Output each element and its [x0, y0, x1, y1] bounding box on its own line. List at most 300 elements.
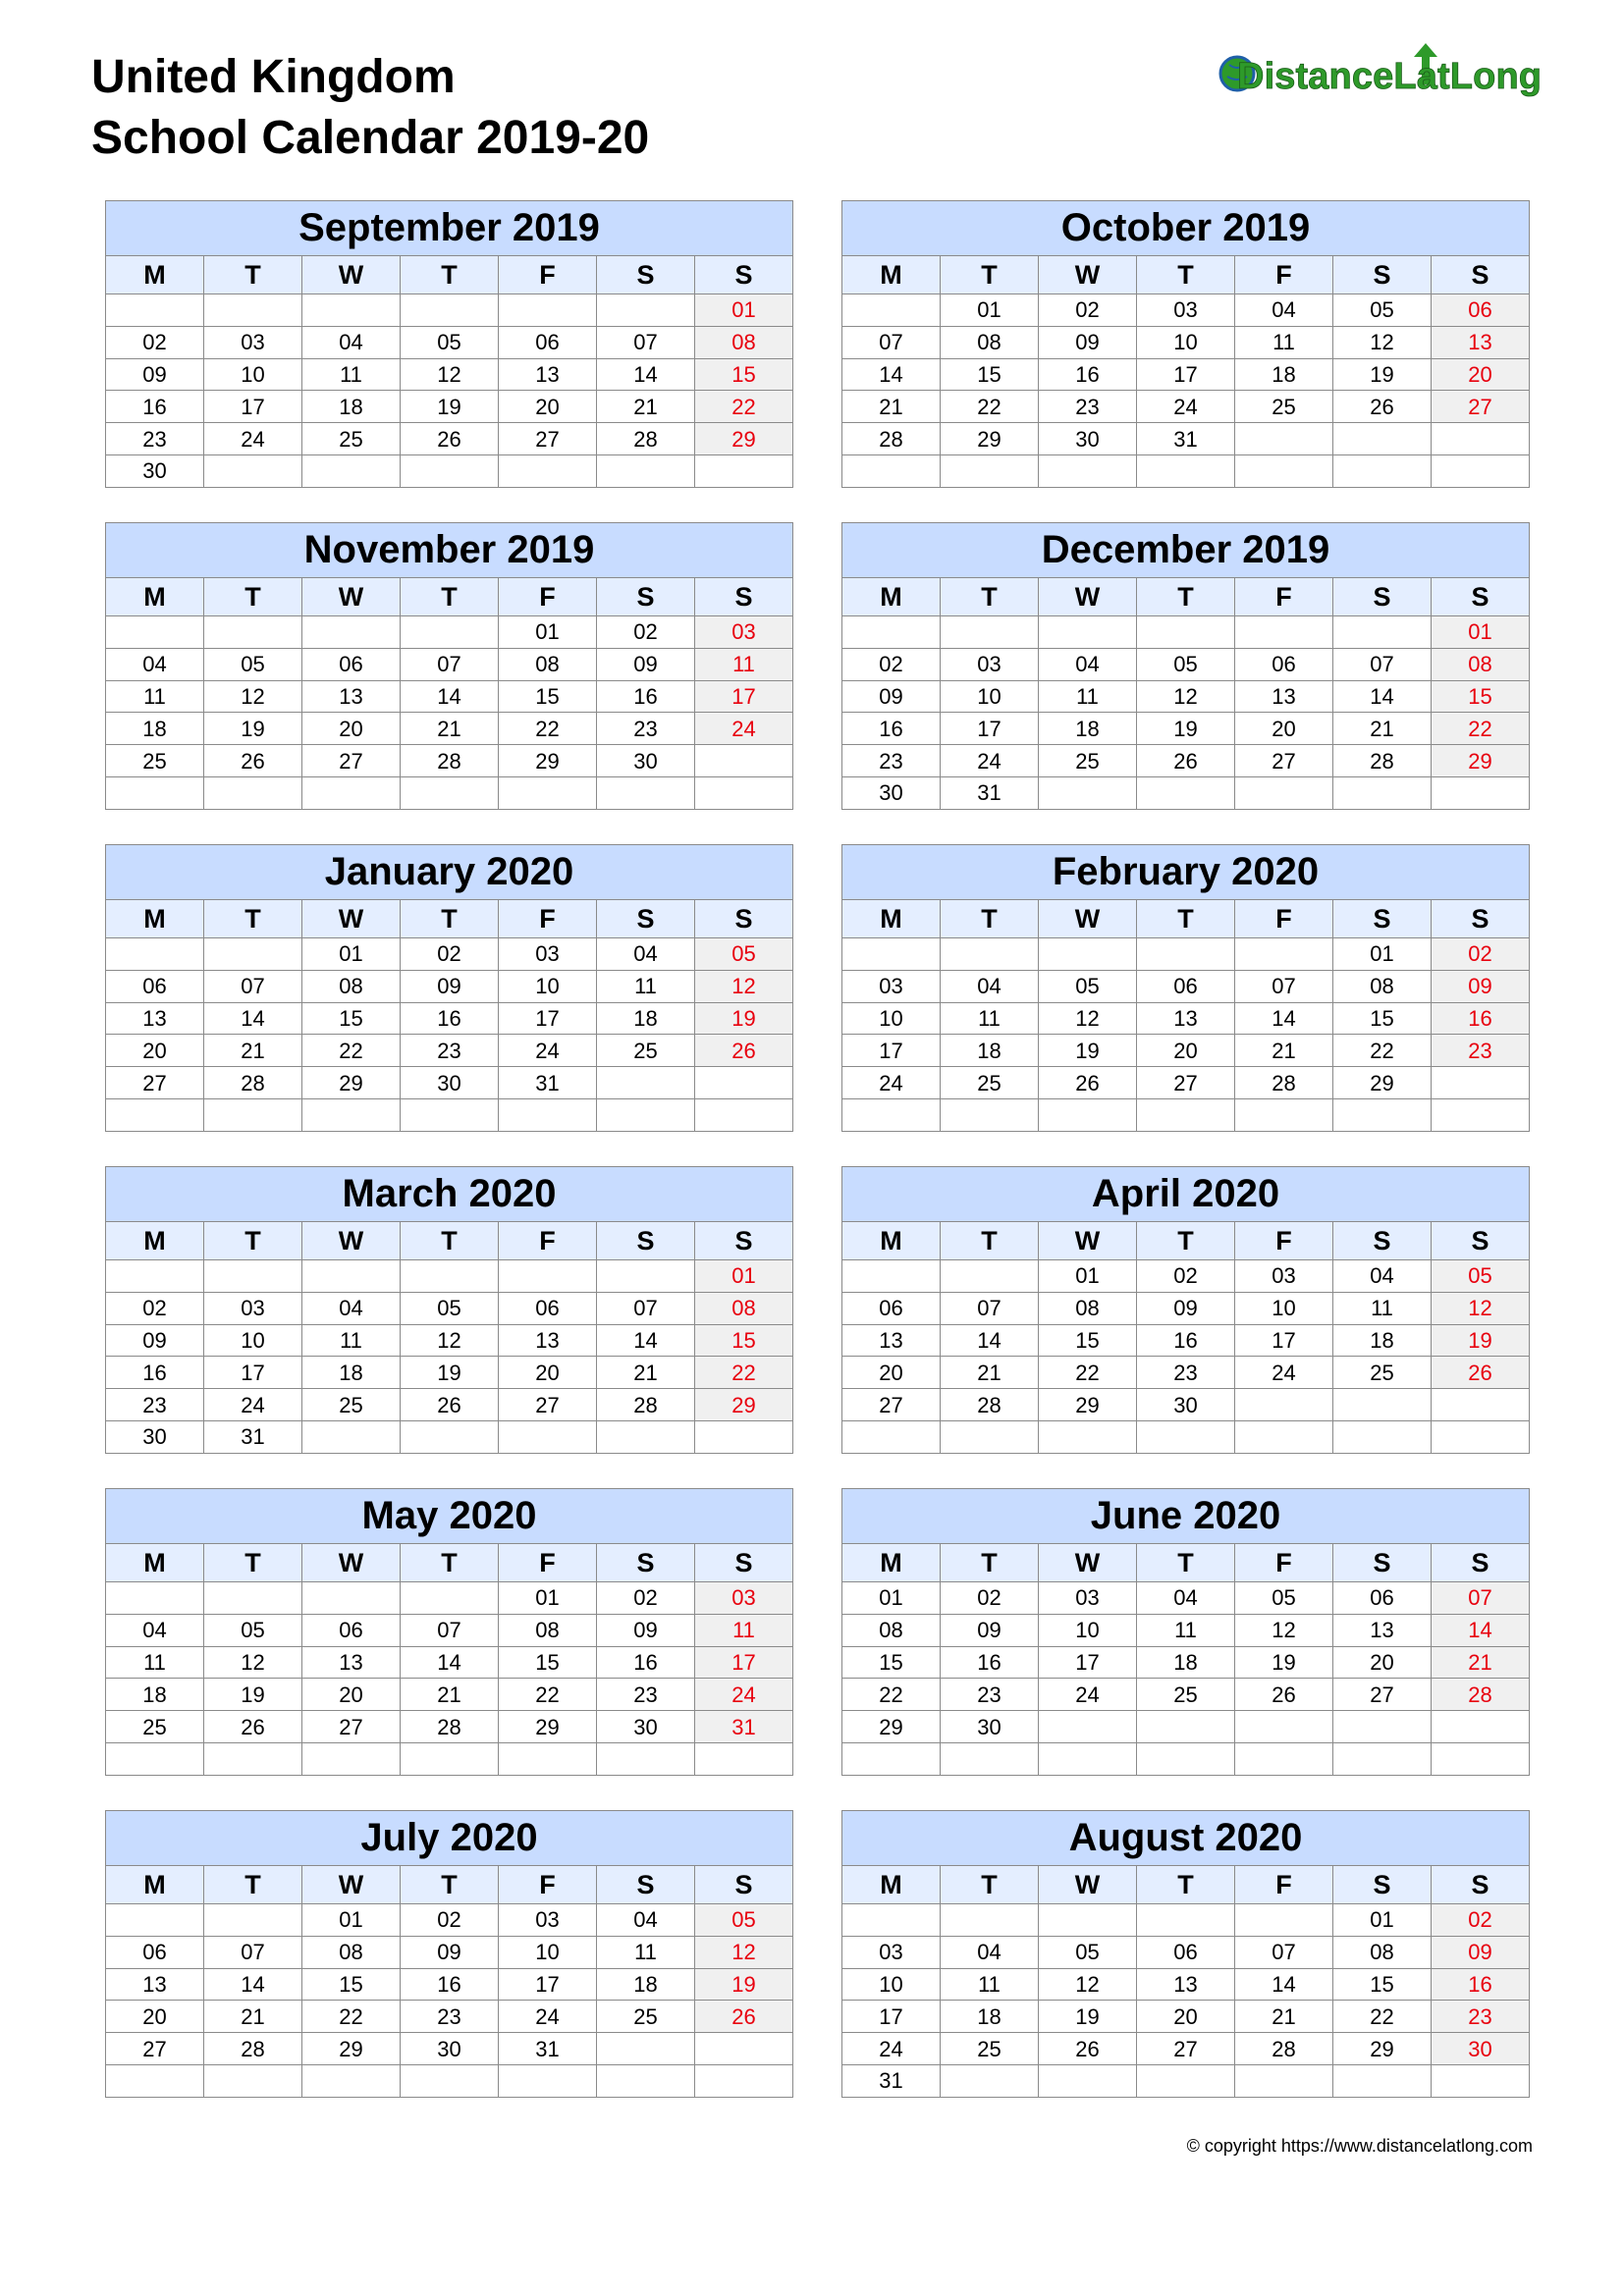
day-cell: 19 [204, 713, 302, 745]
sunday-cell [695, 1420, 793, 1453]
weekday-header: T [204, 1866, 302, 1904]
day-cell [401, 294, 499, 327]
day-cell: 29 [499, 1711, 597, 1743]
day-cell: 20 [1137, 1035, 1235, 1067]
day-cell: 15 [1039, 1324, 1137, 1357]
day-cell: 03 [1235, 1260, 1333, 1293]
sunday-cell: 12 [695, 1936, 793, 1968]
sunday-cell: 30 [1432, 2033, 1530, 2065]
sunday-cell: 16 [1432, 1002, 1530, 1035]
sunday-cell [1432, 776, 1530, 809]
day-cell: 09 [941, 1614, 1039, 1646]
day-cell: 14 [597, 358, 695, 391]
day-cell [499, 1098, 597, 1131]
day-cell [1039, 1420, 1137, 1453]
day-cell: 20 [499, 1357, 597, 1389]
sunday-cell: 01 [695, 294, 793, 327]
day-cell: 10 [842, 1002, 941, 1035]
day-cell: 04 [302, 1292, 401, 1324]
sunday-cell: 19 [695, 1968, 793, 2001]
day-cell: 04 [941, 1936, 1039, 1968]
weekday-header: W [302, 256, 401, 294]
day-cell: 21 [204, 1035, 302, 1067]
month-title: November 2019 [106, 523, 793, 578]
day-cell: 27 [499, 423, 597, 455]
day-cell: 01 [1039, 1260, 1137, 1293]
day-cell: 13 [499, 1324, 597, 1357]
day-cell [106, 1582, 204, 1615]
day-cell: 16 [941, 1646, 1039, 1679]
weekday-header: W [1039, 578, 1137, 616]
day-cell: 08 [941, 326, 1039, 358]
day-cell: 11 [106, 680, 204, 713]
day-cell: 26 [204, 1711, 302, 1743]
day-cell: 26 [401, 1389, 499, 1421]
sunday-cell [1432, 1067, 1530, 1099]
day-cell [204, 776, 302, 809]
day-cell: 21 [1333, 713, 1432, 745]
day-cell [106, 776, 204, 809]
day-cell [401, 1420, 499, 1453]
day-cell [302, 1582, 401, 1615]
day-cell: 13 [106, 1002, 204, 1035]
sunday-cell: 05 [1432, 1260, 1530, 1293]
day-cell: 12 [1333, 326, 1432, 358]
day-cell: 19 [1039, 1035, 1137, 1067]
day-cell: 07 [941, 1292, 1039, 1324]
month-title: January 2020 [106, 845, 793, 900]
day-cell: 29 [941, 423, 1039, 455]
day-cell: 02 [1039, 294, 1137, 327]
day-cell: 09 [401, 1936, 499, 1968]
day-cell: 22 [302, 2001, 401, 2033]
sunday-cell [695, 1098, 793, 1131]
weekday-header: S [597, 900, 695, 938]
page-title [91, 47, 649, 169]
day-cell [1039, 1742, 1137, 1775]
day-cell [401, 1098, 499, 1131]
day-cell: 04 [597, 938, 695, 971]
day-cell [1235, 1711, 1333, 1743]
weekday-header: W [302, 1222, 401, 1260]
day-cell: 13 [302, 1646, 401, 1679]
day-cell: 09 [106, 1324, 204, 1357]
day-cell: 17 [499, 1968, 597, 2001]
day-cell: 05 [204, 1614, 302, 1646]
month-title: September 2019 [106, 201, 793, 256]
day-cell: 22 [842, 1679, 941, 1711]
day-cell: 27 [499, 1389, 597, 1421]
day-cell: 13 [1137, 1002, 1235, 1035]
weekday-header: T [204, 1222, 302, 1260]
sunday-cell [1432, 1711, 1530, 1743]
day-cell: 07 [204, 970, 302, 1002]
weekday-header: M [842, 578, 941, 616]
day-cell [302, 776, 401, 809]
week-row [842, 423, 1530, 455]
day-cell: 19 [204, 1679, 302, 1711]
day-cell: 02 [1137, 1260, 1235, 1293]
week-row [842, 616, 1530, 649]
day-cell: 11 [1333, 1292, 1432, 1324]
day-cell [941, 2064, 1039, 2097]
day-cell [499, 776, 597, 809]
day-cell: 18 [302, 1357, 401, 1389]
day-cell: 27 [302, 745, 401, 777]
day-cell: 01 [499, 616, 597, 649]
day-cell [499, 1260, 597, 1293]
day-cell: 30 [401, 2033, 499, 2065]
week-row [842, 1936, 1530, 1968]
day-cell: 28 [1333, 745, 1432, 777]
sunday-cell [1432, 1098, 1530, 1131]
day-cell [1137, 1711, 1235, 1743]
day-cell: 21 [597, 391, 695, 423]
weekday-header: S [597, 1866, 695, 1904]
sunday-cell [1432, 1420, 1530, 1453]
month-calendar [105, 844, 793, 1132]
day-cell: 03 [499, 1904, 597, 1937]
weekday-header: S [695, 1866, 793, 1904]
day-cell [1333, 423, 1432, 455]
week-row [106, 2033, 793, 2065]
day-cell: 27 [842, 1389, 941, 1421]
day-cell [1039, 1098, 1137, 1131]
day-cell: 21 [597, 1357, 695, 1389]
day-cell: 25 [1235, 391, 1333, 423]
day-cell [1333, 1420, 1432, 1453]
day-cell [1137, 776, 1235, 809]
day-cell: 28 [597, 423, 695, 455]
week-row [842, 680, 1530, 713]
day-cell: 28 [842, 423, 941, 455]
week-row [842, 391, 1530, 423]
day-cell: 07 [401, 648, 499, 680]
weekday-header: W [302, 1866, 401, 1904]
day-cell: 18 [1333, 1324, 1432, 1357]
week-row [106, 745, 793, 777]
day-cell: 07 [1333, 648, 1432, 680]
day-cell: 25 [941, 2033, 1039, 2065]
week-row [842, 1324, 1530, 1357]
day-cell [597, 454, 695, 487]
day-cell: 30 [1039, 423, 1137, 455]
day-cell: 16 [1137, 1324, 1235, 1357]
day-cell: 25 [597, 2001, 695, 2033]
day-cell: 08 [499, 1614, 597, 1646]
day-cell [1333, 616, 1432, 649]
sunday-cell: 23 [1432, 1035, 1530, 1067]
day-cell: 02 [401, 1904, 499, 1937]
day-cell [842, 454, 941, 487]
day-cell: 22 [1333, 2001, 1432, 2033]
day-cell: 30 [597, 745, 695, 777]
week-row [106, 1904, 793, 1937]
day-cell [1333, 1389, 1432, 1421]
sunday-cell: 26 [695, 2001, 793, 2033]
week-row [106, 1420, 793, 1453]
sunday-cell: 22 [1432, 713, 1530, 745]
day-cell [1235, 454, 1333, 487]
day-cell: 10 [1137, 326, 1235, 358]
day-cell [842, 616, 941, 649]
day-cell: 15 [1333, 1002, 1432, 1035]
day-cell: 26 [204, 745, 302, 777]
weekday-header: F [499, 1866, 597, 1904]
sunday-cell [695, 454, 793, 487]
day-cell [204, 616, 302, 649]
weekday-header: S [1432, 578, 1530, 616]
week-row [106, 970, 793, 1002]
day-cell: 25 [1333, 1357, 1432, 1389]
day-cell: 19 [1137, 713, 1235, 745]
weekday-header: F [1235, 256, 1333, 294]
sunday-cell [695, 1742, 793, 1775]
day-cell: 23 [401, 2001, 499, 2033]
weekday-header: M [106, 900, 204, 938]
copyright-notice: © copyright https://www.distancelatlong.com [1186, 2136, 1533, 2156]
weekday-header: T [1137, 1866, 1235, 1904]
day-cell [401, 1582, 499, 1615]
day-cell: 31 [1137, 423, 1235, 455]
day-cell: 28 [204, 2033, 302, 2065]
day-cell [1333, 454, 1432, 487]
day-cell [597, 1260, 695, 1293]
day-cell: 07 [401, 1614, 499, 1646]
day-cell: 24 [204, 423, 302, 455]
day-cell [597, 2064, 695, 2097]
day-cell: 02 [106, 326, 204, 358]
week-row [842, 1711, 1530, 1743]
day-cell: 28 [204, 1067, 302, 1099]
day-cell: 28 [401, 745, 499, 777]
day-cell: 25 [1039, 745, 1137, 777]
day-cell [302, 1420, 401, 1453]
sunday-cell: 24 [695, 713, 793, 745]
day-cell [1235, 616, 1333, 649]
day-cell: 03 [1137, 294, 1235, 327]
day-cell: 12 [204, 1646, 302, 1679]
week-row [106, 1711, 793, 1743]
day-cell: 06 [1137, 970, 1235, 1002]
day-cell [401, 776, 499, 809]
day-cell: 13 [842, 1324, 941, 1357]
week-row [842, 2033, 1530, 2065]
day-cell [1333, 1098, 1432, 1131]
day-cell: 27 [1333, 1679, 1432, 1711]
day-cell: 15 [499, 680, 597, 713]
month-calendar [841, 1488, 1530, 1776]
weekday-header: M [842, 1222, 941, 1260]
day-cell: 25 [302, 423, 401, 455]
day-cell: 16 [1039, 358, 1137, 391]
day-cell [842, 938, 941, 971]
day-cell: 24 [499, 2001, 597, 2033]
weekday-header: T [401, 1222, 499, 1260]
day-cell: 04 [302, 326, 401, 358]
day-cell: 26 [401, 423, 499, 455]
day-cell: 29 [302, 1067, 401, 1099]
day-cell: 17 [204, 1357, 302, 1389]
week-row [842, 1420, 1530, 1453]
week-row [106, 1968, 793, 2001]
sunday-cell: 22 [695, 1357, 793, 1389]
month-calendar [841, 1810, 1530, 2098]
day-cell [842, 294, 941, 327]
day-cell: 13 [1137, 1968, 1235, 2001]
week-row [842, 2064, 1530, 2097]
day-cell [1137, 1420, 1235, 1453]
month-calendar [105, 1488, 793, 1776]
week-row [106, 2001, 793, 2033]
day-cell: 04 [597, 1904, 695, 1937]
sunday-cell: 29 [695, 423, 793, 455]
weekday-header: S [1432, 1544, 1530, 1582]
day-cell [1137, 1742, 1235, 1775]
weekday-header: S [597, 1544, 695, 1582]
day-cell: 20 [106, 2001, 204, 2033]
weekday-header: S [597, 256, 695, 294]
day-cell: 11 [941, 1002, 1039, 1035]
sunday-cell: 31 [695, 1711, 793, 1743]
day-cell [499, 2064, 597, 2097]
day-cell: 07 [1235, 1936, 1333, 1968]
day-cell: 05 [1039, 970, 1137, 1002]
day-cell: 23 [401, 1035, 499, 1067]
day-cell: 22 [499, 1679, 597, 1711]
day-cell: 30 [106, 454, 204, 487]
day-cell [499, 294, 597, 327]
week-row [842, 358, 1530, 391]
day-cell: 19 [1039, 2001, 1137, 2033]
day-cell: 19 [401, 391, 499, 423]
weekday-header: W [302, 900, 401, 938]
weekday-header: S [1432, 900, 1530, 938]
day-cell: 18 [597, 1002, 695, 1035]
week-row [106, 1646, 793, 1679]
day-cell [1235, 2064, 1333, 2097]
day-cell: 04 [106, 648, 204, 680]
day-cell: 30 [842, 776, 941, 809]
day-cell: 09 [597, 648, 695, 680]
month-title: June 2020 [842, 1489, 1530, 1544]
weekday-header: F [1235, 1866, 1333, 1904]
day-cell [1235, 938, 1333, 971]
month-title: July 2020 [106, 1811, 793, 1866]
weekday-header: S [1432, 1222, 1530, 1260]
week-row [106, 1067, 793, 1099]
week-row [842, 970, 1530, 1002]
day-cell: 29 [1039, 1389, 1137, 1421]
day-cell [204, 1904, 302, 1937]
day-cell: 24 [842, 1067, 941, 1099]
day-cell: 02 [401, 938, 499, 971]
day-cell [1235, 1904, 1333, 1937]
week-row [842, 1679, 1530, 1711]
week-row [842, 1260, 1530, 1293]
day-cell [1039, 616, 1137, 649]
day-cell: 08 [1039, 1292, 1137, 1324]
day-cell: 23 [597, 1679, 695, 1711]
day-cell [1137, 454, 1235, 487]
day-cell: 30 [1137, 1389, 1235, 1421]
weekday-header: T [204, 900, 302, 938]
day-cell: 15 [1333, 1968, 1432, 2001]
day-cell [106, 1742, 204, 1775]
day-cell: 14 [204, 1002, 302, 1035]
day-cell [597, 2033, 695, 2065]
day-cell: 24 [842, 2033, 941, 2065]
week-row [106, 326, 793, 358]
weekday-header: S [1432, 256, 1530, 294]
weekday-header: M [106, 256, 204, 294]
weekday-header: W [1039, 1222, 1137, 1260]
weekday-header: S [695, 1544, 793, 1582]
day-cell: 10 [499, 970, 597, 1002]
day-cell [1137, 1904, 1235, 1937]
day-cell: 04 [1039, 648, 1137, 680]
weekday-header: T [204, 578, 302, 616]
day-cell [941, 1098, 1039, 1131]
day-cell: 26 [1333, 391, 1432, 423]
day-cell: 08 [499, 648, 597, 680]
day-cell [302, 294, 401, 327]
day-cell: 09 [1039, 326, 1137, 358]
week-row [106, 713, 793, 745]
weekday-header: M [106, 1544, 204, 1582]
day-cell: 05 [204, 648, 302, 680]
sunday-cell [695, 776, 793, 809]
day-cell: 12 [1137, 680, 1235, 713]
weekday-header: T [401, 1866, 499, 1904]
day-cell: 03 [842, 970, 941, 1002]
day-cell [941, 454, 1039, 487]
day-cell [401, 2064, 499, 2097]
day-cell: 14 [1235, 1002, 1333, 1035]
week-row [106, 1936, 793, 1968]
week-row [842, 1646, 1530, 1679]
sunday-cell: 26 [695, 1035, 793, 1067]
day-cell: 11 [1137, 1614, 1235, 1646]
logo-text: DistanceLatLong [1237, 56, 1542, 97]
sunday-cell: 16 [1432, 1968, 1530, 2001]
weekday-header: S [1333, 900, 1432, 938]
weekday-header: T [941, 1222, 1039, 1260]
day-cell [1333, 1742, 1432, 1775]
day-cell: 23 [597, 713, 695, 745]
day-cell [1137, 2064, 1235, 2097]
day-cell: 20 [499, 391, 597, 423]
day-cell [1235, 423, 1333, 455]
day-cell: 25 [106, 1711, 204, 1743]
sunday-cell: 06 [1432, 294, 1530, 327]
day-cell [204, 454, 302, 487]
day-cell: 19 [1235, 1646, 1333, 1679]
sunday-cell: 29 [1432, 745, 1530, 777]
day-cell: 05 [1333, 294, 1432, 327]
sunday-cell: 03 [695, 616, 793, 649]
day-cell: 11 [106, 1646, 204, 1679]
day-cell: 24 [1137, 391, 1235, 423]
day-cell: 04 [941, 970, 1039, 1002]
week-row [106, 1357, 793, 1389]
day-cell: 03 [941, 648, 1039, 680]
day-cell: 18 [941, 1035, 1039, 1067]
day-cell: 14 [941, 1324, 1039, 1357]
day-cell: 26 [1039, 1067, 1137, 1099]
day-cell [597, 1742, 695, 1775]
day-cell [106, 1098, 204, 1131]
